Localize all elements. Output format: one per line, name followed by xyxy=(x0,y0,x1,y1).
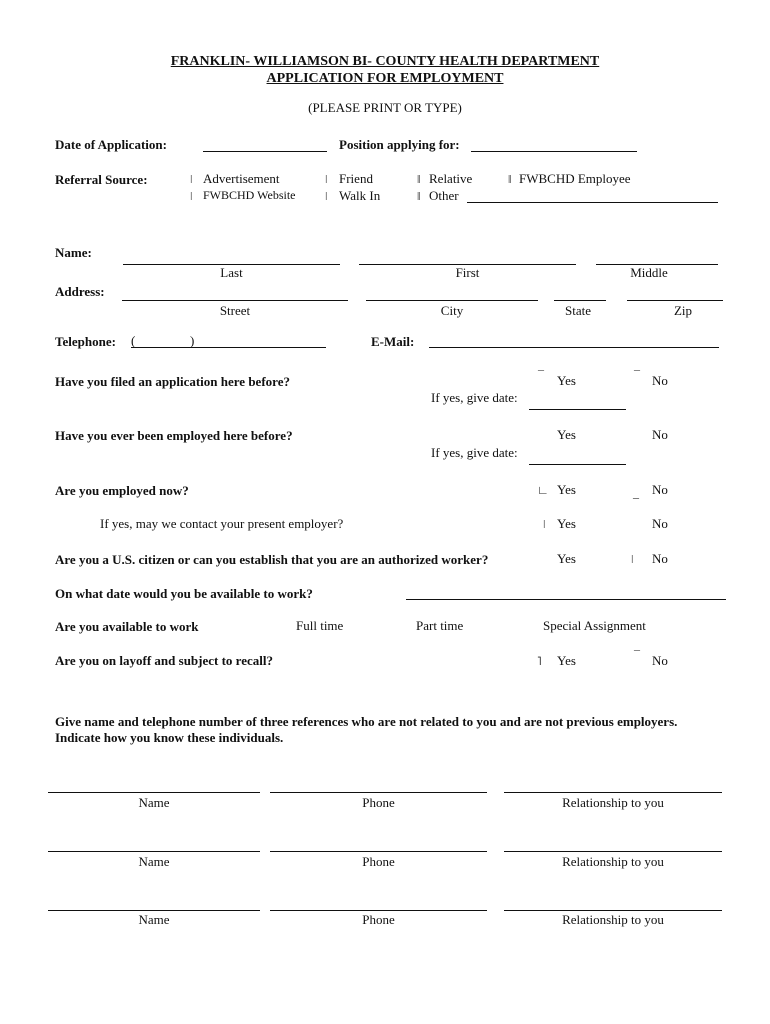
city-field[interactable] xyxy=(366,300,538,301)
reference-3-phone-caption: Phone xyxy=(362,912,395,927)
name-label: Name: xyxy=(55,245,92,260)
date-of-application-field[interactable] xyxy=(203,151,327,152)
available-date-question: On what date would you be available to work? xyxy=(55,586,313,601)
advertisement-option: Advertisement xyxy=(203,171,280,186)
address-label: Address: xyxy=(55,284,105,299)
reference-3-relationship-field[interactable] xyxy=(504,910,722,911)
layoff-no-label: No xyxy=(652,653,668,668)
reference-2-relationship-caption: Relationship to you xyxy=(562,854,664,869)
contact-employer-question: If yes, may we contact your present employer? xyxy=(100,516,344,531)
reference-1-name-field[interactable] xyxy=(48,792,260,793)
date-of-application-label: Date of Application: xyxy=(55,137,167,152)
position-label: Position applying for: xyxy=(339,137,460,152)
filed-no-checkbox[interactable]: ¯ xyxy=(634,368,640,382)
citizen-question: Are you a U.S. citizen or can you establish that you are an authorized worker? xyxy=(55,552,489,567)
references-instruction-2: Indicate how you know these individuals. xyxy=(55,730,284,745)
employed-now-no-label: No xyxy=(652,482,668,497)
available-date-field[interactable] xyxy=(406,599,726,600)
area-code-close: ) xyxy=(190,333,195,348)
reference-2-phone-field[interactable] xyxy=(270,851,487,852)
layoff-yes-checkbox[interactable]: ˥ xyxy=(537,654,542,668)
fwbchd-employee-option: FWBCHD Employee xyxy=(519,171,631,186)
contact-no-label[interactable]: No xyxy=(652,516,668,531)
employed-now-question: Are you employed now? xyxy=(55,483,189,498)
employed-before-yes-label[interactable]: Yes xyxy=(557,427,576,442)
filed-yes-checkbox[interactable]: ¯ xyxy=(538,368,544,382)
middle-caption: Middle xyxy=(630,265,668,280)
employed-now-yes-label: Yes xyxy=(557,482,576,497)
layoff-no-checkbox[interactable]: ¯ xyxy=(634,648,640,662)
full-time-option[interactable]: Full time xyxy=(296,618,344,633)
references-instruction: Give name and telephone number of three references who are not related to you and are not previous employers. xyxy=(55,714,678,729)
referral-source-label: Referral Source: xyxy=(55,172,148,187)
relative-checkbox[interactable]: ǁ xyxy=(417,172,421,186)
contact-yes-checkbox[interactable]: ǀ xyxy=(543,517,546,531)
street-caption: Street xyxy=(219,303,251,318)
form-title: FRANKLIN- WILLIAMSON BI- COUNTY HEALTH DEPARTMENT xyxy=(170,54,600,69)
other-checkbox[interactable]: ǁ xyxy=(417,189,421,203)
employed-now-no-checkbox[interactable]: _ xyxy=(633,486,639,500)
friend-option: Friend xyxy=(339,171,373,186)
filed-give-date-label: If yes, give date: xyxy=(431,390,518,405)
layoff-yes-label: Yes xyxy=(557,653,576,668)
contact-yes-label: Yes xyxy=(557,516,576,531)
relative-option: Relative xyxy=(429,171,473,186)
telephone-label: Telephone: xyxy=(55,334,116,349)
reference-1-phone-field[interactable] xyxy=(270,792,487,793)
reference-3-phone-field[interactable] xyxy=(270,910,487,911)
citizen-no-label: No xyxy=(652,551,668,566)
reference-1-relationship-caption: Relationship to you xyxy=(562,795,664,810)
reference-3-name-caption: Name xyxy=(138,912,170,927)
last-caption: Last xyxy=(220,265,243,280)
special-assignment-option[interactable]: Special Assignment xyxy=(543,618,646,633)
reference-3-name-field[interactable] xyxy=(48,910,260,911)
filed-date-field[interactable] xyxy=(529,409,626,410)
other-field[interactable] xyxy=(467,202,718,203)
reference-2-name-field[interactable] xyxy=(48,851,260,852)
filed-before-question: Have you filed an application here before? xyxy=(55,374,290,389)
fwbchd-employee-checkbox[interactable]: ǁ xyxy=(508,172,512,186)
reference-1-relationship-field[interactable] xyxy=(504,792,722,793)
first-caption: First xyxy=(455,265,480,280)
city-caption: City xyxy=(440,303,464,318)
area-code-open: ( xyxy=(131,333,136,348)
citizen-yes-label[interactable]: Yes xyxy=(557,551,576,566)
employed-before-no-label[interactable]: No xyxy=(652,427,668,442)
friend-checkbox[interactable]: ǀ xyxy=(325,172,328,186)
reference-2-phone-caption: Phone xyxy=(362,854,395,869)
reference-2-relationship-field[interactable] xyxy=(504,851,722,852)
available-work-question: Are you available to work xyxy=(55,619,199,634)
advertisement-checkbox[interactable]: ǀ xyxy=(190,172,193,186)
reference-1-phone-caption: Phone xyxy=(362,795,395,810)
reference-1-name-caption: Name xyxy=(138,795,170,810)
website-option: FWBCHD Website xyxy=(203,188,296,202)
position-field[interactable] xyxy=(471,151,637,152)
walk-in-option: Walk In xyxy=(339,188,381,203)
reference-2-name-caption: Name xyxy=(138,854,170,869)
telephone-field[interactable] xyxy=(131,347,326,348)
email-label: E-Mail: xyxy=(371,334,415,349)
zip-field[interactable] xyxy=(627,300,723,301)
layoff-question: Are you on layoff and subject to recall? xyxy=(55,653,273,668)
other-option: Other xyxy=(429,188,459,203)
citizen-no-checkbox[interactable]: ǀ xyxy=(631,552,634,566)
filed-no-label: No xyxy=(652,373,668,388)
filed-yes-label: Yes xyxy=(557,373,576,388)
employed-date-field[interactable] xyxy=(529,464,626,465)
website-checkbox[interactable]: ǀ xyxy=(190,189,193,203)
employed-before-question: Have you ever been employed here before? xyxy=(55,428,293,443)
reference-3-relationship-caption: Relationship to you xyxy=(562,912,664,927)
state-caption: State xyxy=(565,303,591,318)
zip-caption: Zip xyxy=(673,303,693,318)
form-subtitle: APPLICATION FOR EMPLOYMENT xyxy=(266,71,504,86)
street-field[interactable] xyxy=(122,300,348,301)
email-field[interactable] xyxy=(429,347,719,348)
employed-now-yes-checkbox[interactable]: ∟ xyxy=(537,483,549,497)
walk-in-checkbox[interactable]: ǀ xyxy=(325,189,328,203)
print-instruction: (PLEASE PRINT OR TYPE) xyxy=(308,100,462,115)
state-field[interactable] xyxy=(554,300,606,301)
part-time-option[interactable]: Part time xyxy=(416,618,464,633)
employed-give-date-label: If yes, give date: xyxy=(431,445,518,460)
